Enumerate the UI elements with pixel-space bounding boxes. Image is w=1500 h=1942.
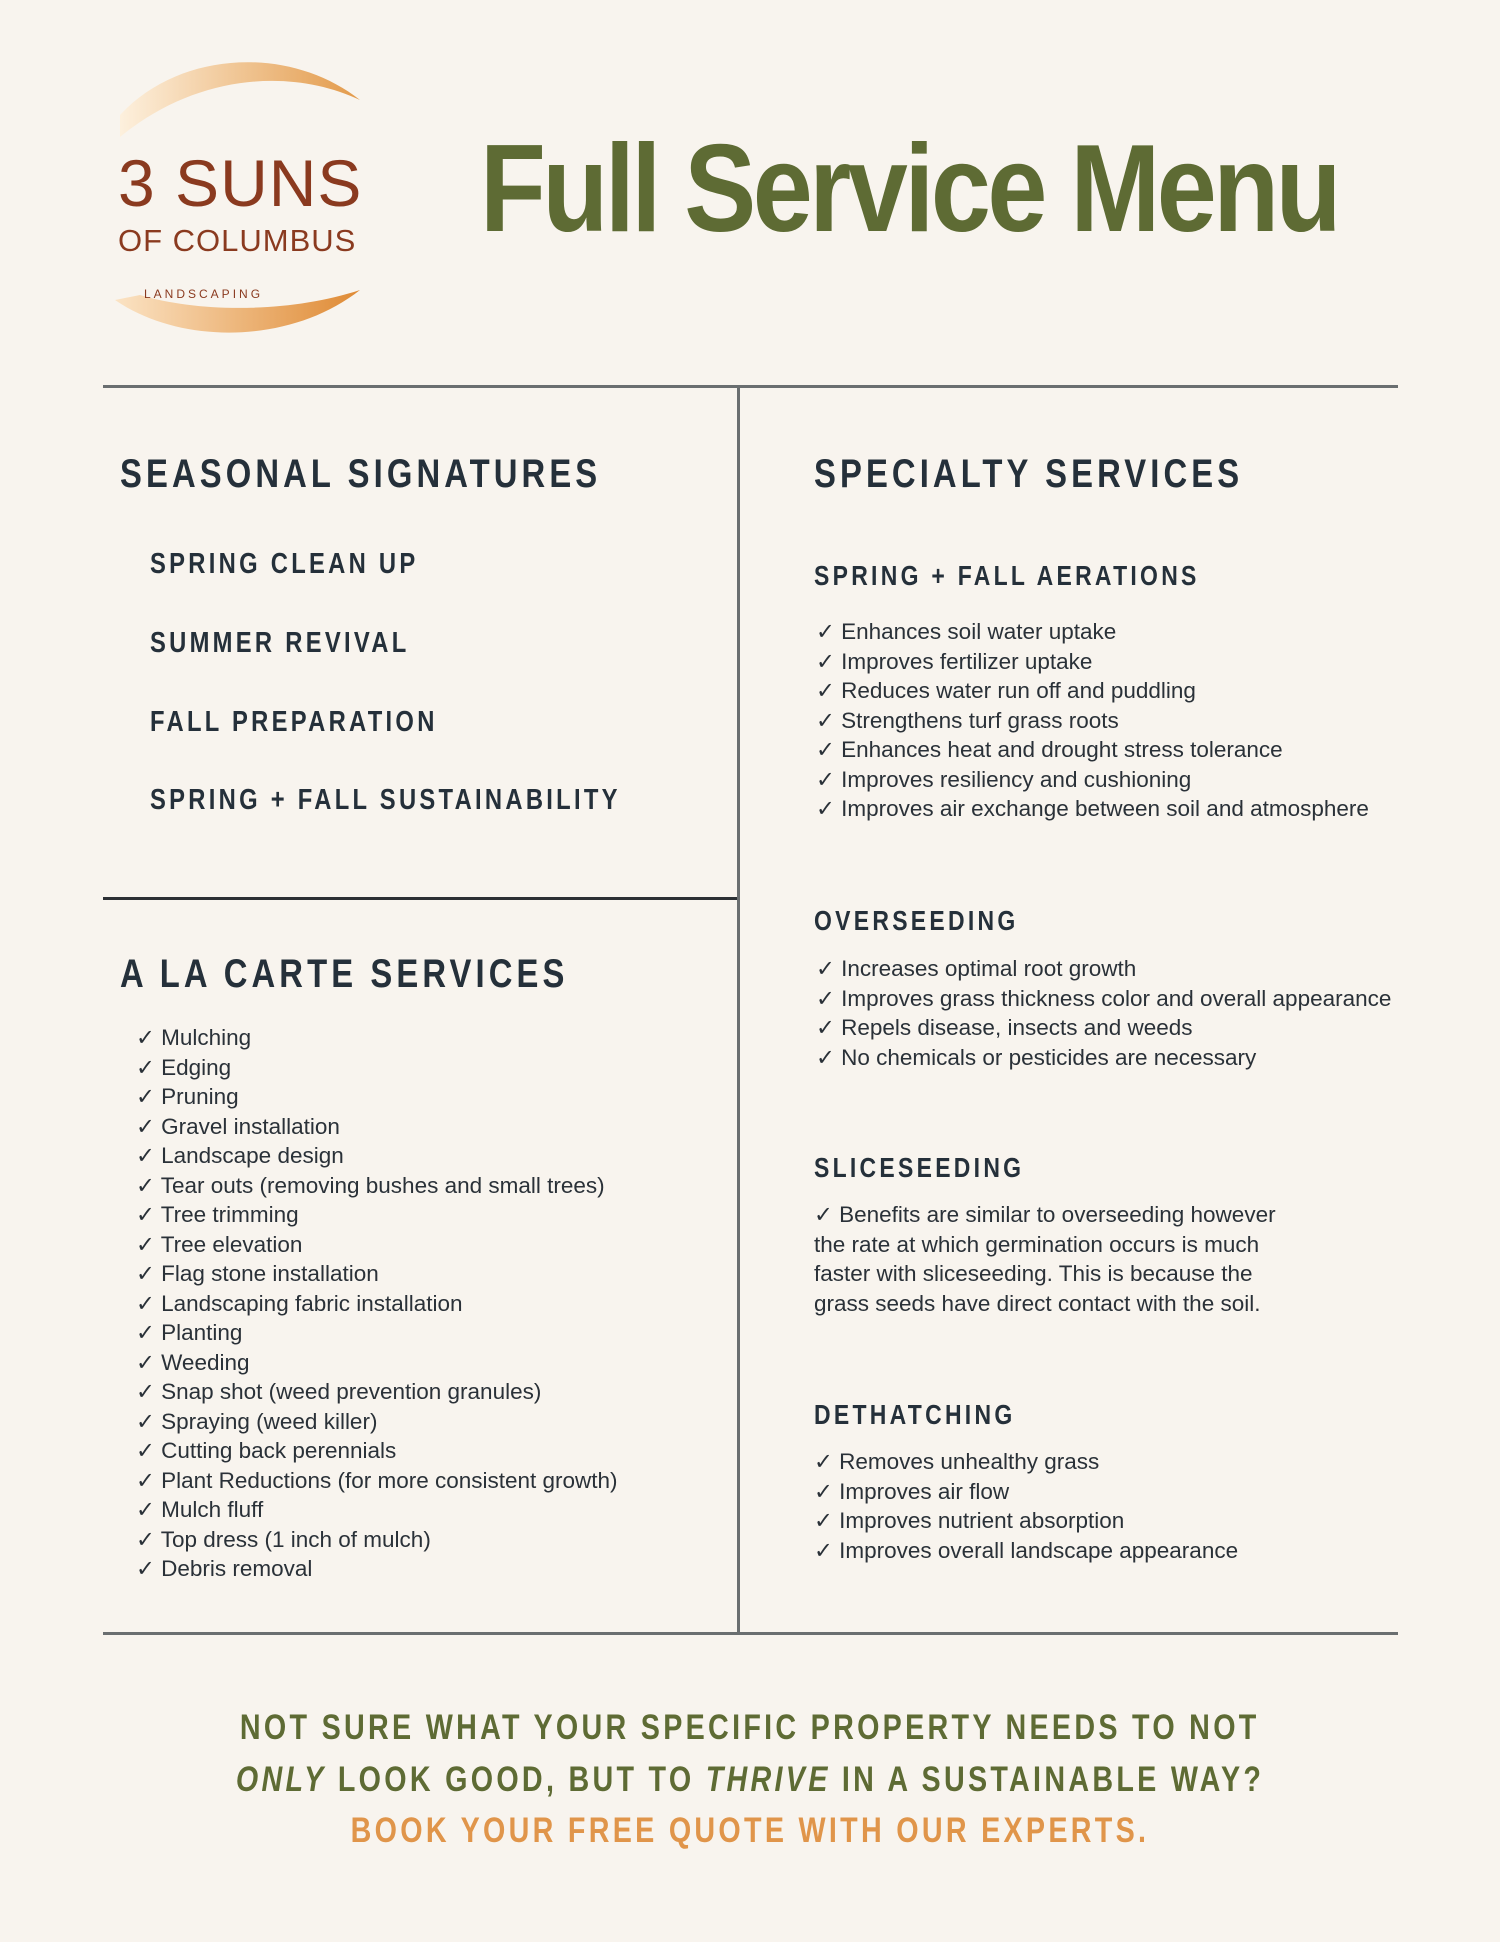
list-item: ✓ Mulching bbox=[136, 1025, 252, 1050]
divider-center bbox=[737, 385, 740, 1634]
logo-line-3-suns: 3 SUNS bbox=[118, 146, 363, 220]
logo-line-landscaping: LANDSCAPING bbox=[144, 287, 264, 301]
list-item: ✓ Improves nutrient absorption bbox=[814, 1508, 1125, 1533]
list-item: ✓ Increases optimal root growth bbox=[816, 956, 1137, 981]
list-item: ✓ Enhances heat and drought stress tolerance bbox=[816, 737, 1283, 762]
aerations-heading: SPRING + FALL AERATIONS bbox=[814, 560, 1200, 591]
list-item: ✓ Debris removal bbox=[136, 1556, 313, 1581]
list-item: ✓ Reduces water run off and puddling bbox=[816, 678, 1196, 703]
cta-emphasis-only: ONLY bbox=[235, 1760, 327, 1799]
seasonal-item: FALL PREPARATION bbox=[150, 706, 438, 738]
a-la-carte-list bbox=[136, 1023, 618, 1584]
cta-emphasis-thrive: THRIVE bbox=[705, 1760, 831, 1799]
list-item: ✓ Pruning bbox=[136, 1084, 239, 1109]
list-item: ✓ Spraying (weed killer) bbox=[136, 1408, 378, 1434]
list-item: ✓ Improves overall landscape appearance bbox=[814, 1537, 1239, 1563]
seasonal-item: SPRING + FALL SUSTAINABILITY bbox=[150, 784, 621, 816]
list-item: ✓ Weeding bbox=[136, 1349, 250, 1375]
sliceseeding-heading: SLICESEEDING bbox=[814, 1152, 1025, 1183]
list-item: ✓ Top dress (1 inch of mulch) bbox=[136, 1526, 431, 1552]
seasonal-item: SPRING CLEAN UP bbox=[150, 548, 419, 580]
dethatching-list bbox=[814, 1447, 1238, 1565]
list-item: ✓ Improves air exchange between soil and atmosphere bbox=[816, 796, 1369, 821]
page-title: Full Service Menu bbox=[480, 120, 1339, 258]
list-item: ✓ Edging bbox=[136, 1054, 232, 1080]
cta-text: LOOK GOOD, BUT TO bbox=[326, 1760, 706, 1799]
list-item: ✓ Landscape design bbox=[136, 1143, 344, 1168]
cta-line-1 bbox=[0, 1708, 1500, 1748]
list-item: ✓ Mulch fluff bbox=[136, 1497, 264, 1522]
list-item: ✓ Strengthens turf grass roots bbox=[816, 707, 1119, 733]
aerations-list bbox=[816, 617, 1369, 824]
list-item: ✓ Improves air flow bbox=[814, 1478, 1010, 1504]
list-item: ✓ Gravel installation bbox=[136, 1113, 340, 1139]
list-item: ✓ Repels disease, insects and weeds bbox=[816, 1015, 1193, 1040]
list-item: ✓ Flag stone installation bbox=[136, 1261, 379, 1286]
divider-left-middle bbox=[103, 897, 737, 900]
seasonal-item: SUMMER REVIVAL bbox=[150, 627, 410, 659]
divider-top bbox=[103, 385, 1398, 388]
logo-line-of-columbus: OF COLUMBUS bbox=[118, 223, 357, 258]
overseeding-list bbox=[816, 954, 1391, 1072]
cta-line-1-text: NOT SURE WHAT YOUR SPECIFIC PROPERTY NEEDS TO NOT bbox=[240, 1708, 1260, 1747]
company-logo bbox=[100, 45, 390, 365]
paragraph-line: faster with sliceseeding. This is because the bbox=[814, 1261, 1253, 1286]
cta-line-2 bbox=[0, 1760, 1500, 1800]
a-la-carte-heading: A LA CARTE SERVICES bbox=[120, 952, 569, 996]
list-item: ✓ Enhances soil water uptake bbox=[816, 619, 1117, 644]
list-item: ✓ Plant Reductions (for more consistent growth) bbox=[136, 1467, 618, 1493]
list-item: ✓ Removes unhealthy grass bbox=[814, 1449, 1100, 1474]
paragraph-line: the rate at which germination occurs is much bbox=[814, 1231, 1260, 1257]
list-item: ✓ Improves resiliency and cushioning bbox=[816, 766, 1192, 792]
list-item: ✓ Landscaping fabric installation bbox=[136, 1290, 463, 1316]
list-item: ✓ Tree elevation bbox=[136, 1231, 303, 1257]
list-item: ✓ Cutting back perennials bbox=[136, 1438, 397, 1463]
seasonal-signatures-heading: SEASONAL SIGNATURES bbox=[120, 452, 602, 496]
cta-line-2-text bbox=[236, 1760, 1264, 1800]
list-item: ✓ Improves fertilizer uptake bbox=[816, 648, 1093, 674]
list-item: ✓ Tear outs (removing bushes and small trees) bbox=[136, 1172, 605, 1198]
dethatching-heading: DETHATCHING bbox=[814, 1399, 1016, 1430]
overseeding-heading: OVERSEEDING bbox=[814, 905, 1019, 936]
paragraph-line: grass seeds have direct contact with the soil. bbox=[814, 1290, 1261, 1316]
divider-bottom bbox=[103, 1632, 1398, 1635]
list-item: ✓ Snap shot (weed prevention granules) bbox=[136, 1379, 542, 1404]
list-item: ✓ Planting bbox=[136, 1320, 243, 1345]
list-item: ✓ Tree trimming bbox=[136, 1202, 299, 1227]
sliceseeding-description bbox=[814, 1200, 1276, 1318]
cta-text: IN A SUSTAINABLE WAY? bbox=[830, 1760, 1265, 1799]
paragraph-line: ✓ Benefits are similar to overseeding however bbox=[814, 1202, 1276, 1227]
list-item: ✓ No chemicals or pesticides are necessary bbox=[816, 1044, 1257, 1070]
cta-book-quote-text[interactable]: BOOK YOUR FREE QUOTE WITH OUR EXPERTS. bbox=[350, 1811, 1150, 1850]
specialty-services-heading: SPECIALTY SERVICES bbox=[814, 452, 1244, 496]
cta-book-quote[interactable] bbox=[0, 1811, 1500, 1851]
list-item: ✓ Improves grass thickness color and overall appearance bbox=[816, 985, 1392, 1011]
